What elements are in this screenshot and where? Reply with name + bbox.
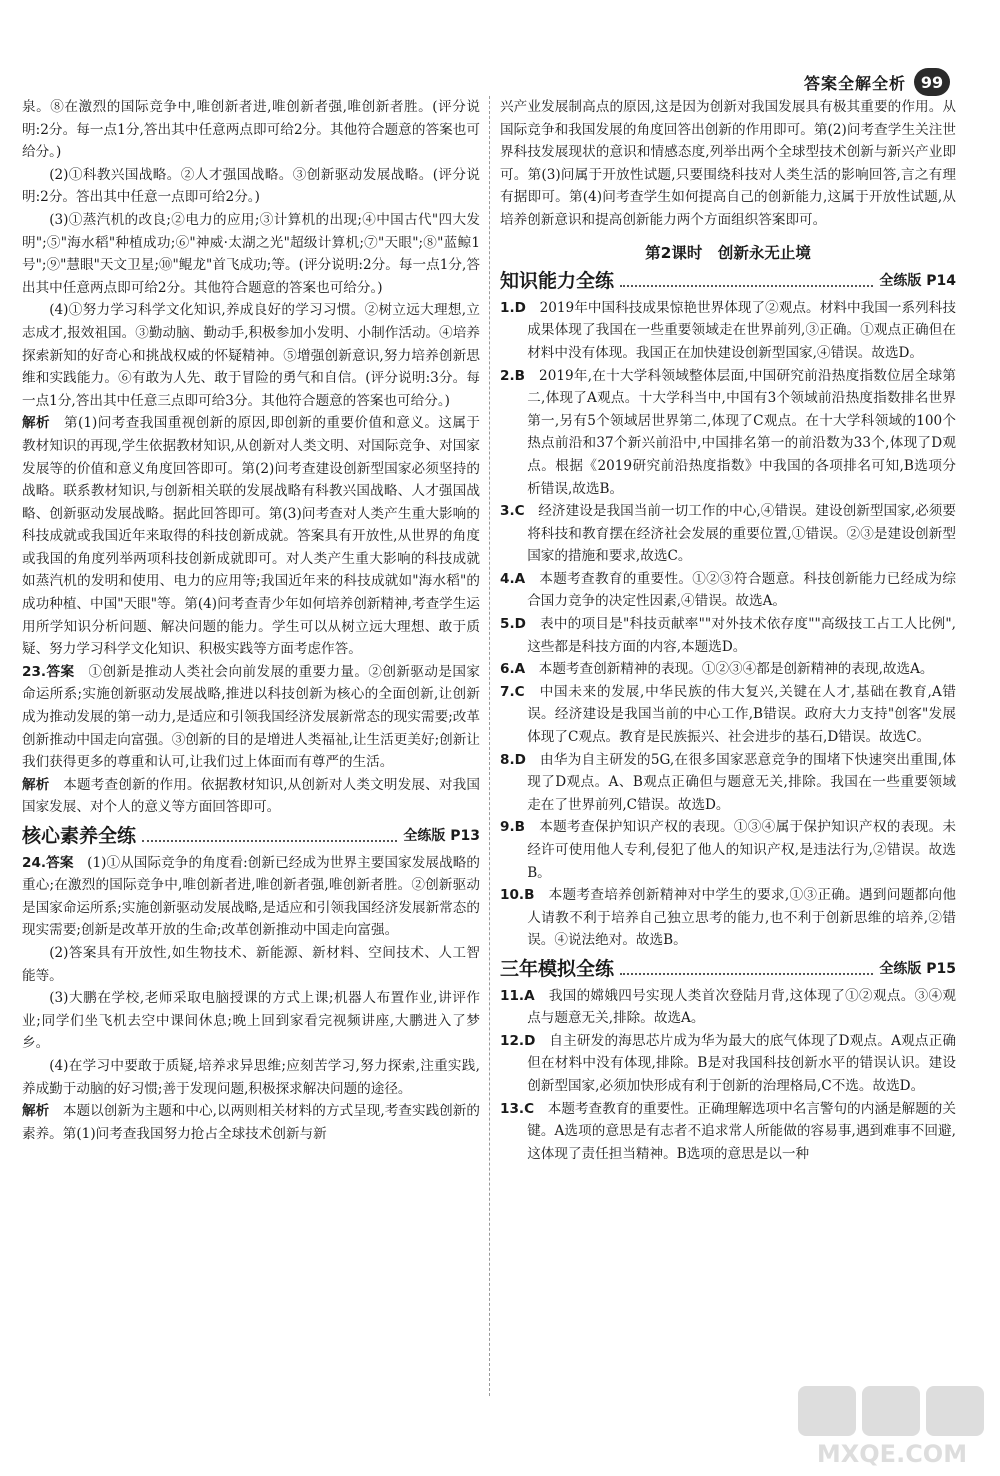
answer-item-label: 11.A	[500, 987, 535, 1004]
analysis-text: 本题考查创新的作用。依据教材知识,从创新对人类文明发展、对我国国家发展、对个人的意义等方面回答即可。	[22, 776, 480, 816]
watermark-logo	[792, 1380, 992, 1470]
answer-item-label: 6.A	[500, 661, 526, 678]
answer-item-text: 本题考查保护知识产权的表现。①③④属于保护知识产权的表现。未经许可使用他人专利,侵犯了他人的知识产权,是违法行为,②错误。故选B。	[527, 819, 957, 881]
answer-item	[500, 985, 956, 1030]
answer-item	[500, 500, 956, 568]
section-page-ref: 全练版 P15	[879, 960, 956, 977]
answer-item-text: 2019年,在十大学科领域整体层面,中国研究前沿热度指数位居全球第二,体现了A观点。十大学科当中,中国有3个领域前沿热度指数排名世界第一,另有5个领域居世界第二,体现了C观点。在十大学科领域的100个热点前沿和37个新兴前沿中,中国排名第一的前沿数为33个,体现了D观点。根据《2019研究前沿热度指数》中我国的各项排名可知,B选项分析错误,故选B。	[527, 367, 956, 497]
answer-item	[500, 568, 956, 613]
answer-item-text: 本题考查教育的重要性。①②③符合题意。科技创新能力已经成为综合国力竞争的决定性因素,④错误。故选A。	[527, 570, 956, 610]
section-header	[500, 270, 956, 293]
answer-paragraph: (4)在学习中要敢于质疑,培养求异思维;应刻苦学习,努力探索,注重实践,养成勤于动脑的好习惯;善于发现问题,积极探求解决问题的途径。	[22, 1057, 480, 1097]
page-number: 99	[914, 68, 950, 96]
answer-item	[500, 884, 956, 952]
answer-item	[500, 1030, 956, 1098]
dotted-rule	[142, 840, 397, 842]
answer-item-label: 12.D	[500, 1032, 536, 1049]
analysis-block	[22, 774, 480, 819]
dotted-rule	[620, 973, 873, 975]
answer-item-text: 自主研发的海思芯片成为华为最大的底气体现了D观点。A观点正确但在材料中没有体现,排除。B是对我国科技创新水平的错误认识。建设创新型国家,必须加快形成有利于创新的治理格局,C不选。故选D。	[527, 1032, 957, 1094]
answer-item	[500, 658, 956, 681]
answer-item-label: 2.B	[500, 367, 525, 384]
analysis-continuation: 兴产业发展制高点的原因,这是因为创新对我国发展具有极其重要的作用。从国际竞争和我国发展的角度回答出创新的作用即可。第(2)问考查学生关注世界科技发展现状的意识和情感态度,列举出两个全球型技术创新与新兴产业即可。第(3)问属于开放性试题,只要围绕科技对人类生活的影响回答,言之有理有据即可。第(4)问考查学生如何提高自己的创新能力,这属于开放性试题,从培养创新意识和提高创新能力两个方面组织答案即可。	[500, 99, 956, 228]
answer-text: ①创新是推动人类社会向前发展的重要力量。②创新驱动是国家命运所系;实施创新驱动发展战略,推进以科技创新为核心的全面创新,让创新成为推动发展的第一动力,是适应和引领我国经济发展新常态的现实需要;改革创新推动中国走向富强。③创新的目的是增进人类福祉,让生活更美好;创新让我们获得更多的尊重和认可,让我们过上体面而有尊严的生活。	[22, 663, 480, 771]
right-column	[500, 96, 956, 1165]
analysis-text: 本题以创新为主题和中心,以两则相关材料的方式呈现,考查实践创新的素养。第(1)问考查我国努力抢占全球技术创新与新	[22, 1103, 481, 1142]
section-header	[22, 825, 480, 848]
section-page-ref: 全练版 P14	[879, 273, 956, 290]
answer-item	[500, 681, 956, 749]
answer-item-text: 2019年中国科技成果惊艳世界体现了②观点。材料中我国一系列科技成果体现了我国在一些重要领域走在世界前列,③正确。①观点正确但在材料中没有体现。我国正在加快建设创新型国家,④错误。故选D。	[527, 299, 957, 361]
analysis-label: 解析	[22, 415, 51, 432]
page-header	[804, 68, 950, 96]
answer-item-text: 本题考查培养创新精神对中学生的要求,①③正确。遇到问题都向他人请教不利于培养自己独立思考的能力,也不利于创新思维的培养,②错误。④说法绝对。故选B。	[527, 887, 956, 949]
answer-paragraph: (4)①努力学习科学文化知识,养成良好的学习习惯。②树立远大理想,立志成才,报效祖国。③勤动脑、勤动手,积极参加小发明、小制作活动。④培养探索新知的好奇心和挑战权威的怀疑精神。⑤增强创新意识,努力培养创新思维和实践能力。⑥有敢为人先、敢于冒险的勇气和自信。(评分说明:3分。每一点1分,答出其中任意三点即可给3分。其他符合题意的答案也可给分。)	[22, 302, 480, 409]
dotted-rule	[620, 285, 873, 287]
answer-paragraph: (3)大鹏在学校,老师采取电脑授课的方式上课;机器人布置作业,讲评作业;同学们坐飞机去空中课间休息;晚上回到家看完视频讲座,大鹏进入了梦乡。	[22, 990, 480, 1052]
analysis-label: 解析	[22, 1103, 50, 1120]
answer-item-text: 由华为自主研发的5G,在很多国家恶意竞争的围堵下快速突出重围,体现了D观点。A、B观点正确但与题意无关,排除。我国在一些重要领域走在了世界前列,C错误。故选D。	[527, 751, 956, 813]
question-label: 24.答案	[22, 854, 74, 871]
answer-item-label: 7.C	[500, 683, 525, 700]
answer-item	[500, 365, 956, 501]
answer-paragraph: 泉。⑧在激烈的国际竞争中,唯创新者进,唯创新者强,唯创新者胜。(评分说明:2分。每一点1分,答出其中任意两点即可给2分。其他符合题意的答案也可给分。)	[22, 99, 480, 161]
analysis-block	[22, 1100, 480, 1145]
answer-item-label: 10.B	[500, 887, 535, 904]
question-answer	[22, 852, 480, 942]
answer-item	[500, 749, 956, 817]
analysis-text: 第(1)问考查我国重视创新的原因,即创新的重要价值和意义。这属于教材知识的再现,学生依据教材知识,从创新对人类文明、对国际竞争、对国家发展等的价值和意义角度回答即可。第(2)问考查建设创新型国家必须坚持的战略。联系教材知识,与创新相关联的发展战略有科教兴国战略、人才强国战略、创新驱动发展战略。据此回答即可。第(3)问考查对人类产生重大影响的科技成就或我国近年来取得的科技创新成就。答案具有开放性,从世界的角度或我国的角度列举两项科技创新成就即可。对人类产生重大影响的科技成就如蒸汽机的发明和使用、电力的应用等;我国近年来的科技成就如"海水稻"的成功种植、中国"天眼"等。第(4)问考查青少年如何培养创新精神,考查学生运用所学知识分析问题、解决问题的能力。学生可以从树立远大理想、敢于质疑、努力学习科学文化知识、积极实践等方面考虑作答。	[22, 415, 481, 658]
section-header	[500, 958, 956, 981]
answer-item-text: 表中的项目是"科技贡献率""对外技术依存度""高级技工占工人比例",这些都是科技方面的内容,本题选D。	[527, 616, 956, 655]
header-title: 答案全解全析	[803, 73, 906, 93]
section-title: 核心素养全练	[22, 825, 137, 847]
answer-list	[500, 985, 956, 1166]
answer-item-label: 8.D	[500, 751, 526, 768]
answer-item-label: 1.D	[500, 299, 526, 316]
answer-item-text: 本题考查创新精神的表现。①②③④都是创新精神的表现,故选A。	[538, 661, 934, 678]
answer-item-label: 4.A	[500, 570, 526, 587]
analysis-block	[22, 412, 480, 661]
answer-item	[500, 816, 956, 884]
question-answer	[22, 661, 480, 774]
column-divider	[489, 96, 490, 1396]
answer-item-text: 我国的嫦娥四号实现人类首次登陆月背,这体现了①②观点。③④观点与题意无关,排除。故选A。	[527, 987, 957, 1027]
lesson-title: 第2课时 创新永无止境	[645, 243, 811, 262]
answer-paragraph: (3)①蒸汽机的改良;②电力的应用;③计算机的出现;④中国古代"四大发明";⑤"海水稻"种植成功;⑥"神威·太湖之光"超级计算机;⑦"天眼";⑧"蓝鲸1号";⑨"慧眼"天文卫星;⑩"鲲龙"首飞成功;等。(评分说明:2分。每一点1分,答出其中任意两点即可给2分。其他符合题意的答案也可给分。)	[22, 211, 480, 296]
question-label: 23.答案	[22, 663, 75, 680]
answer-item-text: 经济建设是我国当前一切工作的中心,④错误。建设创新型国家,必须要将科技和教育摆在经济社会发展的重要位置,①错误。②③是建设创新型国家的措施和要求,故选C。	[527, 503, 957, 565]
answer-item-text: 本题考查教育的重要性。正确理解选项中名言警句的内涵是解题的关键。A选项的意思是有志者不追求常人所能做的容易事,遇到难事不回避,这体现了责任担当精神。B选项的意思是以一种	[527, 1100, 957, 1162]
answer-paragraph: (2)①科教兴国战略。②人才强国战略。③创新驱动发展战略。(评分说明:2分。答出其中任意一点即可给2分。)	[22, 166, 480, 206]
answer-list	[500, 297, 956, 952]
section-page-ref: 全练版 P13	[403, 828, 480, 844]
answer-item-label: 9.B	[500, 819, 525, 836]
answer-item-label: 13.C	[500, 1100, 535, 1117]
answer-paragraph: (2)答案具有开放性,如生物技术、新能源、新材料、空间技术、人工智能等。	[22, 944, 480, 984]
answer-item	[500, 297, 956, 365]
answer-item-label: 3.C	[500, 503, 525, 520]
answer-item-text: 中国未来的发展,中华民族的伟大复兴,关键在人才,基础在教育,A错误。经济建设是我国当前的中心工作,B错误。政府大力支持"创客"发展体现了C观点。教育是民族振兴、社会进步的基石,D错误。故选C。	[527, 683, 956, 746]
left-column	[22, 96, 480, 1145]
answer-item	[500, 1098, 956, 1166]
section-title: 三年模拟全练	[500, 957, 615, 980]
section-title: 知识能力全练	[500, 270, 615, 293]
answer-text: (1)①从国际竞争的角度看:创新已经成为世界主要国家发展战略的重心;在激烈的国际竞争中,唯创新者进,唯创新者强,唯创新者胜。②创新驱动是国家命运所系;实施创新驱动发展战略,是适应和引领我国经济发展新常态的现实需要;创新是改革开放的生命;改革创新推动中国走向富强。	[22, 854, 480, 939]
analysis-label: 解析	[22, 776, 50, 793]
watermark-url: MXQE.COM	[816, 1440, 968, 1468]
answer-item-label: 5.D	[500, 616, 526, 633]
answer-item	[500, 613, 956, 658]
